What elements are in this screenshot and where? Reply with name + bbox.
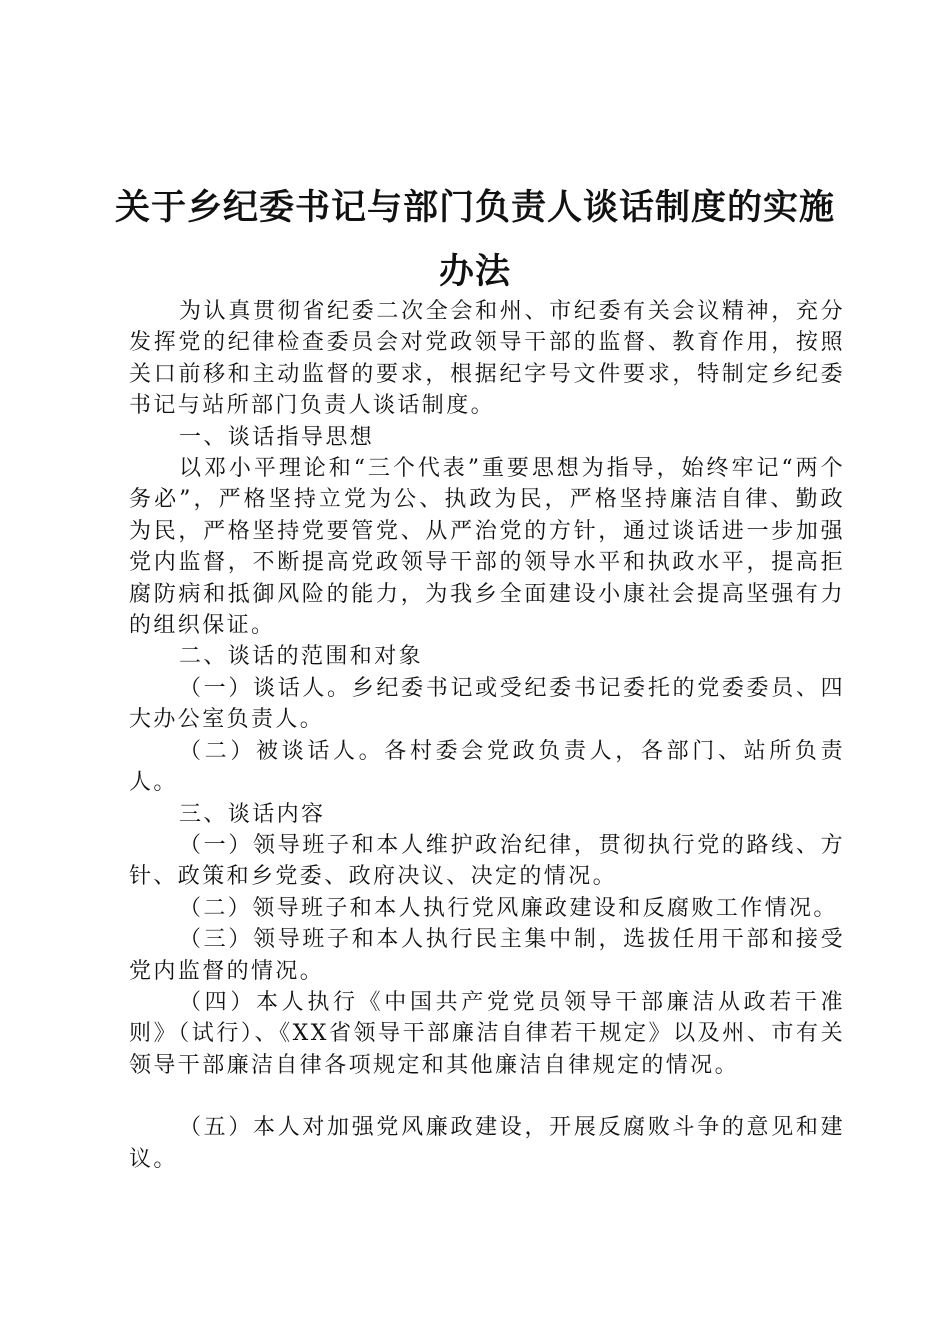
list-item: （一）领导班子和本人维护政治纪律，贯彻执行党的路线、方针、政策和乡党委、政府决议、决定的情况。: [129, 832, 845, 890]
body-paragraph: 以邓小平理论和“三个代表”重要思想为指导，始终牢记“两个务必”，严格坚持立党为公、执政为民，严格坚持廉洁自律、勤政为民，严格坚持党要管党、从严治党的方针，通过谈话进一步加强党内监督，不断提高党政领导干部的领导水平和执政水平，提高拒腐防病和抵御风险的能力，为我乡全面建设小康社会提高坚强有力的组织保证。: [129, 456, 845, 639]
list-item: （五）本人对加强党风廉政建设，开展反腐败斗争的意见和建议。: [129, 1115, 845, 1172]
intro-paragraph: 为认真贯彻省纪委二次全会和州、市纪委有关会议精神，充分发挥党的纪律检查委员会对党政领导干部的监督、教育作用，按照关口前移和主动监督的要求，根据纪字号文件要求，特制定乡纪委书记与站所部门负责人谈话制度。: [129, 299, 845, 419]
section-heading: 二、谈话的范围和对象: [179, 644, 424, 670]
list-item: （二）领导班子和本人执行党风廉政建设和反腐败工作情况。: [179, 895, 838, 921]
list-item: （二）被谈话人。各村委会党政负责人，各部门、站所负责人。: [129, 738, 845, 796]
document-body: [129, 296, 845, 1175]
list-item: （一）谈话人。乡纪委书记或受纪委书记委托的党委委员、四大办公室负责人。: [129, 675, 845, 733]
list-item: （三）领导班子和本人执行民主集中制，选拔任用干部和接受党内监督的情况。: [129, 927, 845, 984]
document-title: 关于乡纪委书记与部门负责人谈话制度的实施办法: [114, 188, 835, 292]
list-item: （四）本人执行《中国共产党党员领导干部廉洁从政若干准则》（试行）、《XX省领导干部廉洁自律若干规定》以及州、市有关领导干部廉洁自律各项规定和其他廉洁自律规定的情况。: [129, 989, 845, 1078]
section-heading: 一、谈话指导思想: [179, 424, 375, 450]
section-heading: 三、谈话内容: [179, 801, 326, 827]
